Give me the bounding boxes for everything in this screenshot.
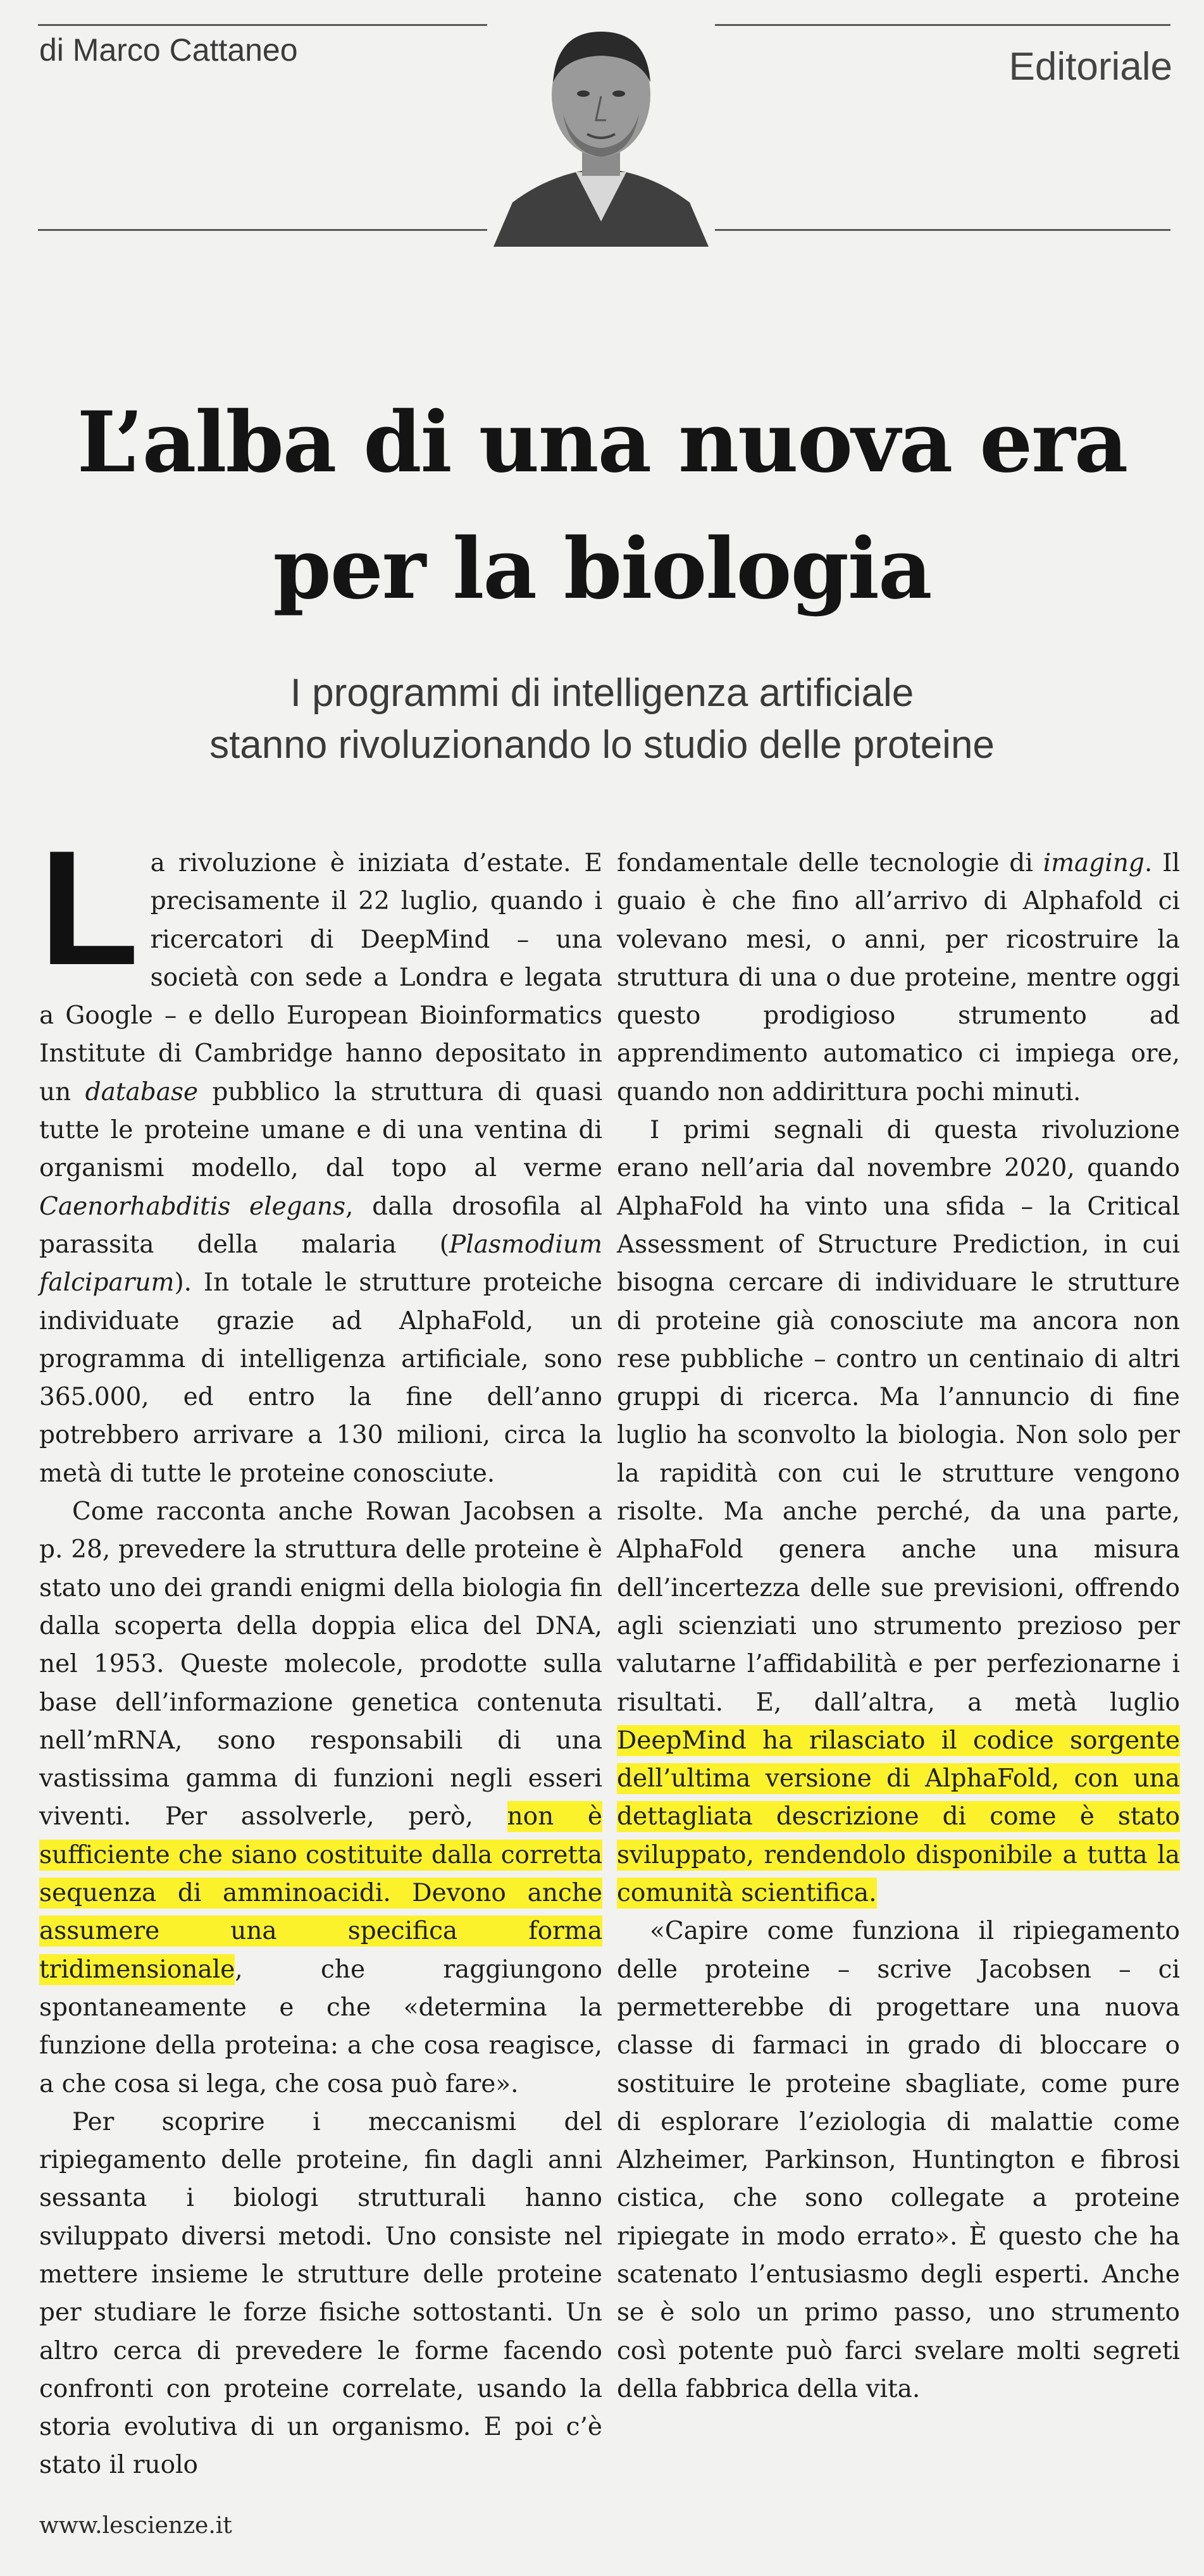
- section-label: Editoriale: [1009, 45, 1172, 89]
- author-portrait: [487, 13, 715, 247]
- paragraph: [617, 1112, 1180, 1912]
- highlighted-passage: DeepMind ha rilasciato il codice sorgente dell’ultima versione di AlphaFold, con una dettagliata descrizione di come è stato sviluppato, rendendolo disponibile a tutta la comunità scientifica.: [617, 1726, 1180, 1908]
- paragraph: [39, 816, 602, 1493]
- text-run: , che raggiungono spontaneamente e che «determina la funzione della proteina: a che cosa reagisce, a che cosa si lega, che cosa può fare».: [39, 1955, 602, 2098]
- text-run: Come racconta anche Rowan Jacobsen a p. 28, prevedere la struttura delle proteine è stato uno dei grandi enigmi della biologia fin dalla scoperta della doppia elica del DNA, nel 1953. Queste molecole, prodotte sulla base dell’informazione genetica contenuta nell’mRNA, sono responsabili di una vastissima gamma di funzioni negli esseri viventi. Per assolverle, però,: [39, 1497, 602, 1831]
- text-run: I primi segnali di questa rivoluzione erano nell’aria dal novembre 2020, quando AlphaFold ha vinto una sfida – la Critical Assessment of Structure Prediction, in cui bisogna cercare di individuare le strutture di proteine già conosciute ma ancora non rese pubbliche – contro un centinaio di altri gruppi di ricerca. Ma l’annuncio di fine luglio ha sconvolto la biologia. Non solo per la rapidità con cui le strutture vengono risolte. Ma anche perché, da una parte, AlphaFold genera anche una misura dell’incertezza delle sue previsioni, offrendo agli scienziati uno strumento prezioso per valutarne l’affidabilità e per perfezionarne i risultati. E, dall’altra, a metà luglio: [617, 1116, 1180, 1717]
- article-column-right: [617, 845, 1180, 2408]
- paragraph: [617, 845, 1180, 1112]
- paragraph: Per scoprire i meccanismi del ripiegamento delle proteine, fin dagli anni sessanta i biologi strutturali hanno sviluppato diversi metodi. Uno consiste nel mettere insieme le strutture delle proteine per studiare le forze fisiche sottostanti. Un altro cerca di prevedere le forme facendo confronti con proteine correlate, usando la storia evolutiva di un organismo. E poi c’è stato il ruolo: [39, 2107, 602, 2480]
- paragraph: «Capire come funziona il ripiegamento delle proteine – scrive Jacobsen – ci permetterebbe di progettare una nuova classe di farmaci in grado di bloccare o sostituire le proteine sbagliate, come pure di esplorare l’eziologia di malattie come Alzheimer, Parkinson, Huntington e fibrosi cistica, che sono collegate a proteine ripiegate in modo errato». È questo che ha scatenato l’entusiasmo degli esperti. Anche se è solo un primo passo, uno strumento così potente può farci svelare molti segreti della fabbrica della vita.: [617, 1917, 1180, 2403]
- text-run: ). In totale le strutture proteiche individuate grazie ad AlphaFold, un programma di intelligenza artificiale, sono 365.000, ed entro la fine dell’anno potrebbero arrivare a 130 milioni, circa la metà di tutte le proteine conosciute.: [39, 1268, 602, 1488]
- text-run: a rivoluzione è iniziata d’estate. E precisamente il 22 luglio, quando i ricercatori di DeepMind – una società con sede a Londra e legata a Google – e dello European Bioinformatics Institute di Cambridge hanno depositato in un: [39, 849, 602, 1106]
- text-run: . Il guaio è che fino all’arrivo di Alphafold ci volevano mesi, o anni, per ricostruire la struttura di una o due proteine, mentre oggi questo prodigioso strumento ad apprendimento automatico ci impiega ore, quando non addirittura pochi minuti.: [617, 849, 1180, 1106]
- highlighted-passage: non è sufficiente che siano costituite dalla corretta sequenza di amminoacidi. Devono anche assumere una specifica forma tridimensionale: [39, 1802, 602, 1984]
- article-column-left: [39, 816, 602, 2485]
- paragraph: [39, 1493, 602, 2103]
- italic-term: Caenorhabditis elegans: [39, 1192, 346, 1221]
- subtitle-line-2: stanno rivoluzionando lo studio delle proteine: [209, 723, 995, 767]
- drop-cap: L: [39, 816, 139, 999]
- italic-term: imaging: [1043, 849, 1145, 877]
- italic-term: Plasmodium falciparum: [39, 1230, 602, 1297]
- author-byline: di Marco Cattaneo: [39, 32, 298, 68]
- text-run: , dalla drosofila al parassita della malaria (: [39, 1192, 602, 1259]
- article-subtitle: [0, 667, 1204, 771]
- title-line-1: L’alba di una nuova era: [77, 393, 1127, 492]
- footer-url: www.lescienze.it: [39, 2513, 232, 2539]
- article-title: [0, 380, 1204, 633]
- italic-term: database: [85, 1077, 199, 1106]
- title-line-2: per la biologia: [273, 520, 931, 618]
- text-run: fondamentale delle tecnologie di: [617, 849, 1043, 877]
- text-run: pubblico la struttura di quasi tutte le proteine umane e di una ventina di organismi modello, dal topo al verme: [39, 1077, 602, 1183]
- subtitle-line-1: I programmi di intelligenza artificiale: [290, 671, 914, 715]
